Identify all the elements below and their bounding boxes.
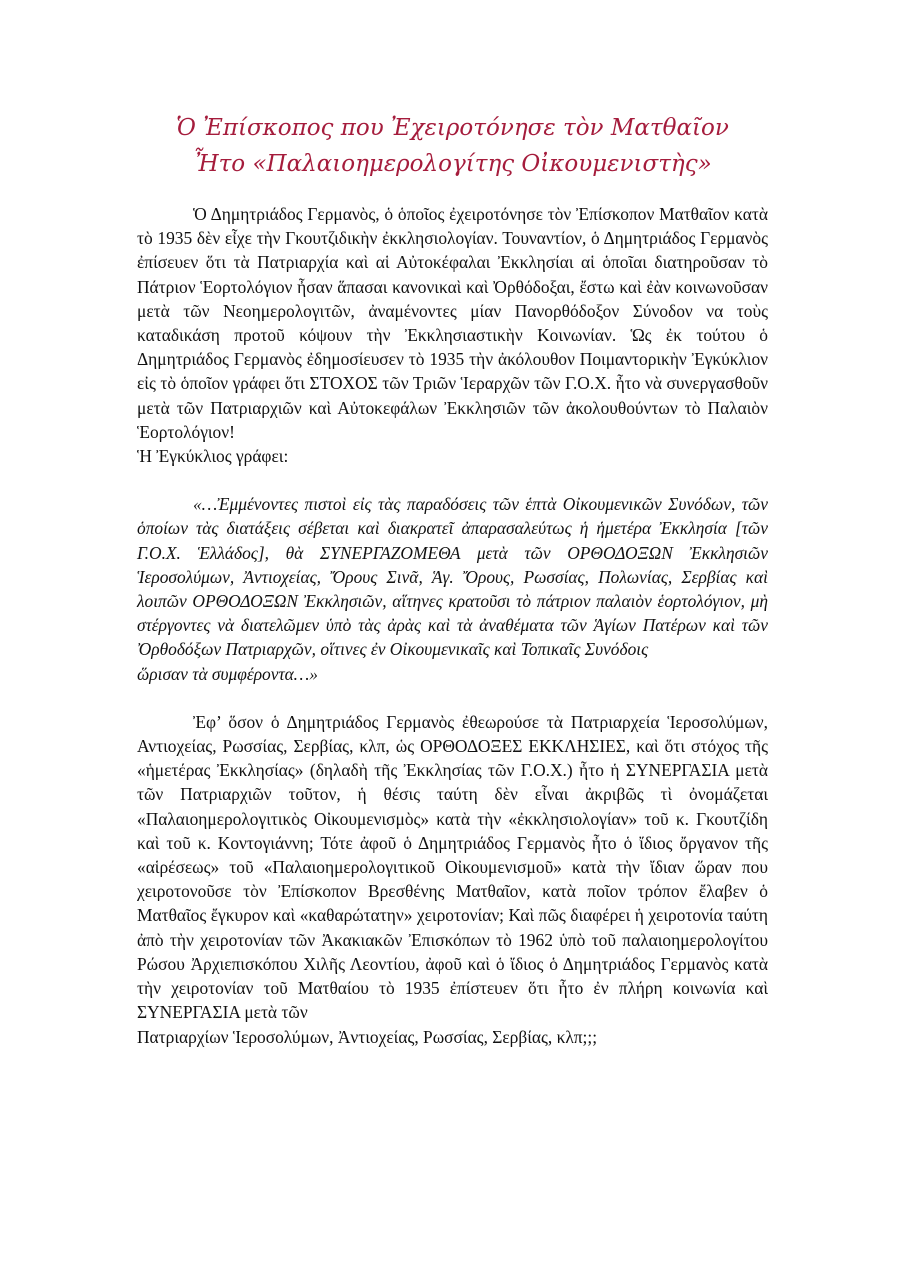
encyclical-quote: «…Ἐμμένοντες πιστοὶ εἰς τὰς παραδόσεις τῶν ἑπτὰ Οἰκουμενικῶν Συνόδων, τῶν ὁποίων τὰς διατάξεις σέβεται καὶ διακρατεῖ ἀπαρασαλεύτως ἡ ἡμετέρα Ἐκκλησία [τῶν Γ.Ο.Χ. Ἑλλάδος], θὰ ΣΥΝΕΡΓΑΖΟΜΕΘΑ μετὰ τῶν ΟΡΘΟΔΟΞΩΝ Ἐκκλησιῶν Ἱεροσολύμων, Ἀντιοχείας, Ὄρους Σινᾶ, Ἁγ. Ὄρους, Ρωσσίας, Πολωνίας, Σερβίας καὶ λοιπῶν ΟΡΘΟΔΟΞΩΝ Ἐκκλησιῶν, αἵτηνες κρατοῦσι τὸ πάτριον παλαιὸν ἑορτολόγιον, μὴ στέργοντες νὰ διατελῶμεν ὑπὸ τὰς ἀρὰς καὶ τὰ ἀναθέματα τῶν Ἁγίων Πατέρων καὶ τῶν Ὀρθοδόξων Πατριαρχῶν, οἵτινες ἐν Οἰκουμενικαῖς καὶ Τοπικαῖς Συνόδοις (137, 494, 768, 660)
title-line-1: Ὁ Ἐπίσκοπος που Ἐχειροτόνησε τὸν Ματθαῖον (176, 115, 729, 141)
paragraph-3-end: Πατριαρχίων Ἱεροσολύμων, Ἀντιοχείας, Ρωσσίας, Σερβίας, κλπ;;; (137, 1026, 598, 1047)
paragraph-1-end: Ἡ Ἐγκύκλιος γράφει: (137, 446, 289, 467)
document-title (137, 110, 768, 182)
paragraph-1: Ὁ Δημητριάδος Γερμανὸς, ὁ ὁποῖος ἐχειροτόνησε τὸν Ἐπίσκοπον Ματθαῖον κατὰ τὸ 1935 δὲν εἶχε τὴν Γκουτζιδικὴν ἐκκλησιολογίαν. Τουναντίον, ὁ Δημητριάδος Γερμανὸς ἐπίσευεν ὅτι τὰ Πατριαρχία καὶ αἱ Αὐτοκέφαλαι Ἐκκλησίαι αἱ ὁποῖαι διατηροῦσαν τὸ Πάτριον Ἑορτολόγιον ἦσαν ἅπασαι κανονικαὶ καὶ Ὀρθόδοξαι, ἔστω καὶ ἐὰν κοινωνοῦσαν μετὰ τῶν Νεοημερολογιτῶν, ἀναμένοντες μίαν Πανορθόδοξον Σύνοδον να τοὺς καταδικάση προτοῦ κόψουν τὴν Ἐκκλησιαστικὴν Κοινωνίαν. Ὡς ἐκ τούτου ὁ Δημητριάδος Γερμανὸς ἐδημοσίευσεν τὸ 1935 τὴν ἀκόλουθον Ποιμαντορικὴν Ἐγκύκλιον εἰς τὸ ὁποῖον γράφει ὅτι ΣΤΟΧΟΣ τῶν Τριῶν Ἱεραρχῶν τῶν Γ.Ο.Χ. ἦτο νὰ συνεργασθοῦν μετὰ τῶν Πατριαρχιῶν καὶ Αὐτοκεφάλων Ἐκκλησιῶν τῶν ἀκολουθούντων τὸ Παλαιὸν Ἑορτολόγιον! (137, 204, 768, 442)
document-body (137, 202, 768, 1049)
paragraph-3: Ἐφ’ ὅσον ὁ Δημητριάδος Γερμανὸς ἐθεωρούσε τὰ Πατριαρχεία Ἱεροσολύμων, Αντιοχείας, Ρωσσίας, Σερβίας, κλπ, ὡς ΟΡΘΟΔΟΞΕΣ ΕΚΚΛΗΣΙΕΣ, καὶ ὅτι στόχος τῆς «ἡμετέρας Ἐκκλησίας» (δηλαδὴ τῆς Ἐκκλησίας τῶν Γ.Ο.Χ.) ἦτο ἡ ΣΥΝΕΡΓΑΣΙΑ μετὰ τῶν Πατριαρχιῶν τοῦτον, ἡ θέσις ταύτη δὲν εἶναι ἀκριβῶς τὶ ὀνομάζεται «Παλαιοημερολογιτικὸς Οἰκουμενισμὸς» κατὰ τὴν «ἐκκλησιολογίαν» τοῦ κ. Γκουτζίδη καὶ τοῦ κ. Κοντογιάννη; Τότε ἀφοῦ ὁ Δημητριάδος Γερμανὸς ἦτο ὁ ἴδιος ὄργανον τῆς «αἱρέσεως» τοῦ «Παλαιοημερολογιτικοῦ Οἰκουμενισμοῦ» κατὰ τὴν ἴδιαν ὥραν που χειροτονοῦσε τὸν Ἐπίσκοπον Βρεσθένης Ματθαῖον, κατὰ ποῖον τρόπον ἔλαβεν ὁ Ματθαῖος ἔγκυρον καὶ «καθαρώτατην» χειροτονίαν; Καὶ πῶς διαφέρει ἡ χειροτονία ταύτη ἀπὸ τὴν χειροτονίαν τῶν Ἀκακιακῶν Ἐπισκόπων τὸ 1962 ὑπὸ τοῦ παλαιοημερολογίτου Ρώσου Ἀρχιεπισκόπου Χιλῆς Λεοντίου, ἀφοῦ καὶ ὁ ἴδιος ὁ Δημητριάδος Γερμανὸς κατὰ τὴν χειροτονίαν τοῦ Ματθαίου τὸ 1935 ἐπίστευεν ὅτι ἦτο ἐν πλήρη κοινωνία καὶ ΣΥΝΕΡΓΑΣΙΑ μετὰ τῶν (137, 711, 768, 1023)
encyclical-quote-end: ὥρισαν τὰ συμφέροντα…» (137, 663, 318, 684)
title-line-2: Ἦτο «Παλαιοημερολογίτης Οἰκουμενιστὴς» (193, 151, 712, 177)
